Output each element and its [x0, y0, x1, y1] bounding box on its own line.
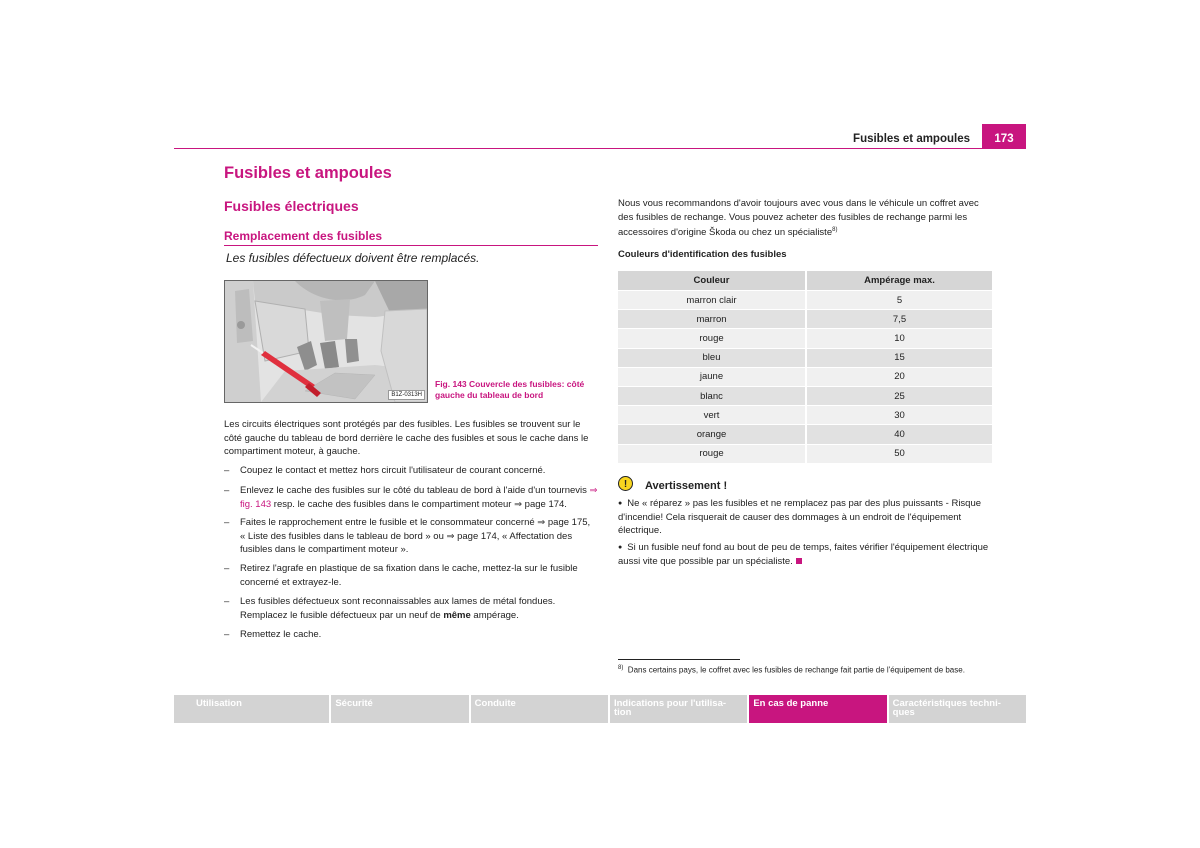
table-row	[618, 444, 992, 463]
nav-tab-label: Conduite	[474, 698, 516, 709]
step-dash: –	[224, 596, 230, 607]
warning-item	[618, 497, 992, 538]
chapter-title: Fusibles et ampoules	[224, 164, 392, 182]
subsection-title: Remplacement des fusibles	[224, 229, 383, 243]
cell-amperage: 50	[805, 444, 992, 463]
bullet-icon: ●	[618, 500, 623, 507]
table-row	[618, 290, 992, 309]
footnote-mark: 8)	[618, 665, 624, 671]
cell-amperage: 5	[805, 290, 992, 309]
step-text	[240, 595, 598, 622]
cell-color: rouge	[618, 328, 805, 347]
cell-amperage: 10	[805, 328, 992, 347]
warning-item	[618, 541, 992, 568]
step-text-part: Les fusibles défectueux sont reconnaissables aux lames de métal fondues. Remplacez le fusible défectueux par un neuf de	[240, 596, 556, 621]
running-header-title: Fusibles et ampoules	[853, 133, 970, 145]
cell-color: marron clair	[618, 290, 805, 309]
fuse-cover-figure	[224, 280, 428, 403]
cell-amperage: 7,5	[805, 309, 992, 328]
spare-fuses-paragraph	[618, 197, 992, 240]
cell-color: rouge	[618, 444, 805, 463]
cell-amperage: 25	[805, 386, 992, 405]
warning-text: Ne « réparez » pas les fusibles et ne remplacez pas par des plus puissants - Risque d'incendie! Cela risquerait de causer des dommages à un endroit de l'équipement électrique.	[618, 498, 982, 536]
step-text-part: ampérage.	[470, 609, 519, 621]
table-row	[618, 348, 992, 367]
warning-icon: !	[618, 476, 633, 491]
footnote-text: Dans certains pays, le coffret avec les fusibles de rechange fait partie de l'équipement de base.	[627, 665, 965, 675]
footnote	[618, 665, 965, 675]
table-row	[618, 328, 992, 347]
nav-tab-label: En cas de panne	[753, 698, 829, 709]
cell-color: vert	[618, 405, 805, 424]
step-dash: –	[224, 517, 230, 528]
figure-code: B1Z-0313H	[388, 390, 425, 400]
step-dash: –	[224, 629, 230, 640]
spare-fuses-text: Nous vous recommandons d'avoir toujours avec vous dans le véhicule un coffret avec des fusibles de rechange. Vous pouvez acheter des fusibles de rechange parmi les accessoires d'origine Škoda ou chez un spécialiste	[618, 198, 979, 239]
footnote-divider	[618, 659, 740, 660]
column-header-color: Couleur	[618, 271, 805, 290]
table-row	[618, 386, 992, 405]
cell-color: bleu	[618, 348, 805, 367]
cell-amperage: 40	[805, 424, 992, 443]
nav-tab-label: Indications pour l'utilisa- tion	[613, 698, 727, 718]
warning-text: Si un fusible neuf fond au bout de peu de temps, faites vérifier l'équipement électrique aussi vite que possible par un spécialiste.	[618, 542, 989, 567]
nav-tab-label: Caractéristiques techni- ques	[892, 698, 1001, 718]
nav-tab-caracteristiques[interactable]	[889, 695, 1026, 723]
bullet-icon: ●	[618, 544, 623, 551]
figure-caption: Fig. 143 Couvercle des fusibles: côté gauche du tableau de bord	[435, 379, 585, 400]
table-title: Couleurs d'identification des fusibles	[618, 249, 787, 260]
cell-amperage: 15	[805, 348, 992, 367]
cell-color: orange	[618, 424, 805, 443]
cell-amperage: 20	[805, 367, 992, 386]
table-row	[618, 424, 992, 443]
subsection-divider	[224, 245, 598, 246]
section-title: Fusibles électriques	[224, 198, 359, 214]
footnote-marker: 8)	[832, 227, 838, 233]
header-divider	[174, 148, 1026, 149]
table-row	[618, 367, 992, 386]
cell-color: jaune	[618, 367, 805, 386]
nav-tab-utilisation[interactable]	[174, 695, 329, 723]
nav-tab-conduite[interactable]	[471, 695, 608, 723]
step-dash: –	[224, 563, 230, 574]
warning-title: Avertissement !	[645, 480, 728, 492]
nav-tab-en-cas-de-panne[interactable]	[749, 695, 886, 723]
dashboard-illustration	[225, 281, 427, 402]
nav-tab-label: Utilisation	[196, 698, 242, 709]
cell-color: blanc	[618, 386, 805, 405]
step-dash: –	[224, 465, 230, 476]
nav-tab-indications[interactable]	[610, 695, 747, 723]
table-header-row	[618, 271, 992, 290]
section-end-mark-icon	[796, 558, 802, 564]
cell-amperage: 30	[805, 405, 992, 424]
step-text	[240, 484, 598, 511]
step-text: Coupez le contact et mettez hors circuit l'utilisateur de courant concerné.	[240, 465, 546, 476]
page-number: 173	[982, 124, 1026, 149]
step-dash: –	[224, 485, 230, 496]
table-row	[618, 309, 992, 328]
cell-color: marron	[618, 309, 805, 328]
body-paragraph: Les circuits électriques sont protégés par des fusibles. Les fusibles se trouvent sur le côté gauche du tableau de bord derrière le cache des fusibles et sous le cache dans le compartiment moteur, à gauche.	[224, 419, 589, 457]
step-text: Retirez l'agrafe en plastique de sa fixation dans le cache, mettez-la sur le fusible concerné et extrayez-le.	[240, 563, 578, 588]
nav-tab-label: Sécurité	[335, 698, 373, 709]
column-header-amperage: Ampérage max.	[805, 271, 992, 290]
figure-reference-link[interactable]: ⇒ fig. 143	[240, 485, 598, 510]
intro-text: Les fusibles défectueux doivent être remplacés.	[226, 251, 480, 265]
step-text: Remettez le cache.	[240, 629, 322, 640]
fuse-color-table	[618, 271, 992, 463]
step-text-bold: même	[443, 609, 471, 621]
chapter-nav	[174, 695, 1026, 723]
step-text-part: Enlevez le cache des fusibles sur le côté du tableau de bord à l'aide d'un tournevis	[240, 485, 590, 496]
nav-tab-securite[interactable]	[331, 695, 468, 723]
step-text: Faites le rapprochement entre le fusible et le consommateur concerné ⇒ page 175, « Liste des fusibles dans le tableau de bord » ou ⇒ page 174, « Affectation des fusibles dans le compartiment moteur ».	[240, 517, 591, 555]
table-row	[618, 405, 992, 424]
step-text-part: resp. le cache des fusibles dans le compartiment moteur ⇒ page 174.	[271, 498, 567, 510]
